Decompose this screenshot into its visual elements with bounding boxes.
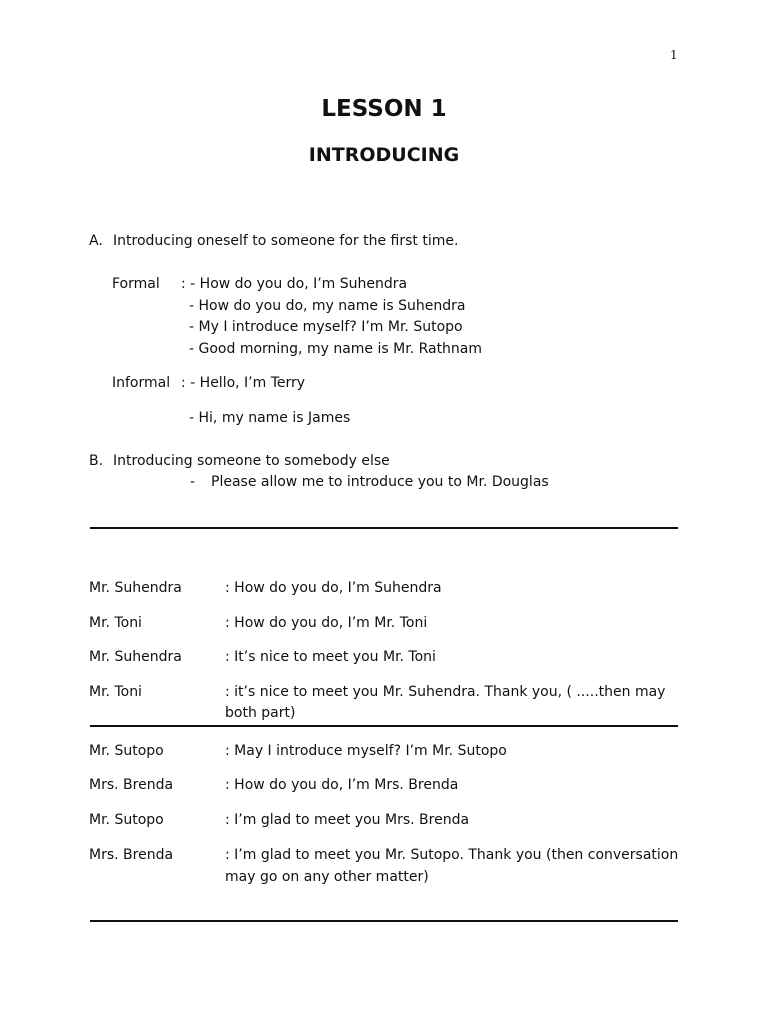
dialogue-line: : I’m glad to meet you Mr. Sutopo. Thank you (then conversation (225, 847, 679, 863)
section-b-bullet: - (190, 474, 196, 490)
dialogue-speaker: Mr. Toni (89, 615, 142, 631)
formal-line: - My I introduce myself? I’m Mr. Sutopo (189, 319, 463, 335)
dialogue-speaker: Mr. Toni (89, 684, 142, 700)
dialogue-line: : it’s nice to meet you Mr. Suhendra. Thank you, ( .....then may (225, 684, 666, 700)
section-b-heading: Introducing someone to somebody else (113, 453, 390, 469)
dialogue-line: : May I introduce myself? I’m Mr. Sutopo (225, 743, 507, 759)
dialogue-line: : I’m glad to meet you Mrs. Brenda (225, 812, 470, 828)
dialogue-line-continuation: both part) (225, 705, 296, 721)
formal-line: - How do you do, my name is Suhendra (189, 298, 466, 314)
dialogue-speaker: Mrs. Brenda (89, 777, 174, 793)
dialogue-line: : How do you do, I’m Mr. Toni (225, 615, 428, 631)
divider-rule (90, 725, 678, 727)
informal-line: - Hi, my name is James (189, 410, 351, 426)
informal-label: Informal (112, 375, 171, 391)
dialogue-line: : How do you do, I’m Suhendra (225, 580, 442, 596)
section-a-heading: Introducing oneself to someone for the first time. (113, 233, 459, 249)
page-number: 1 (670, 48, 678, 62)
dialogue-line: : How do you do, I’m Mrs. Brenda (225, 777, 459, 793)
dialogue-speaker: Mr. Sutopo (89, 812, 164, 828)
dialogue-speaker: Mrs. Brenda (89, 847, 174, 863)
divider-rule (90, 920, 678, 922)
formal-label: Formal (112, 276, 160, 292)
formal-line: : - How do you do, I’m Suhendra (181, 276, 408, 292)
dialogue-line-continuation: may go on any other matter) (225, 869, 429, 885)
informal-line: : - Hello, I’m Terry (181, 375, 306, 391)
lesson-title: LESSON 1 (321, 96, 447, 122)
formal-line: - Good morning, my name is Mr. Rathnam (189, 341, 483, 357)
dialogue-line: : It’s nice to meet you Mr. Toni (225, 649, 436, 665)
section-b-marker: B. (89, 453, 104, 469)
divider-rule (90, 527, 678, 529)
dialogue-speaker: Mr. Suhendra (89, 580, 182, 596)
section-a-marker: A. (89, 233, 103, 249)
dialogue-speaker: Mr. Sutopo (89, 743, 164, 759)
lesson-subtitle: INTRODUCING (308, 144, 460, 166)
section-b-line: Please allow me to introduce you to Mr. Douglas (211, 474, 549, 490)
dialogue-speaker: Mr. Suhendra (89, 649, 182, 665)
